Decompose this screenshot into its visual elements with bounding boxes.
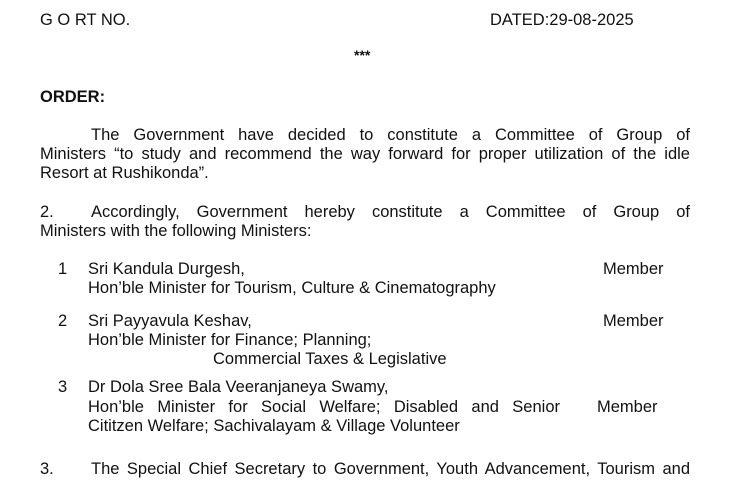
paragraph-1-line-3: Resort at Rushikonda”. <box>40 164 209 182</box>
member-role: Member <box>603 312 664 330</box>
member-index: 3 <box>58 378 68 396</box>
member-portfolio: Hon’ble Minister for Social Welfare; Disabled and Senior <box>88 398 560 416</box>
member-portfolio-continued: Commercial Taxes & Legislative <box>213 350 447 368</box>
member-index: 1 <box>58 260 68 278</box>
member-portfolio: Hon’ble Minister for Finance; Planning; <box>88 331 372 349</box>
paragraph-3-line-1: The Special Chief Secretary to Government, Youth Advancement, Tourism and <box>91 460 690 478</box>
member-index: 2 <box>58 312 68 330</box>
member-name: Sri Payyavula Keshav, <box>88 312 252 330</box>
member-role: Member <box>603 260 664 278</box>
member-role: Member <box>597 398 658 416</box>
paragraph-1-line-1: The Government have decided to constitute a Committee of Group of <box>91 126 690 144</box>
member-portfolio-continued: Cititzen Welfare; Sachivalayam & Village Volunteer <box>88 417 460 435</box>
paragraph-2-line-1: Accordingly, Government hereby constitute a Committee of Group of <box>91 203 690 221</box>
separator-stars: *** <box>354 47 371 63</box>
member-portfolio: Hon’ble Minister for Tourism, Culture & Cinematography <box>88 279 496 297</box>
paragraph-3-number: 3. <box>40 460 54 478</box>
order-date: DATED:29-08-2025 <box>490 11 634 29</box>
paragraph-2-line-2: Ministers with the following Ministers: <box>40 222 312 240</box>
member-name: Dr Dola Sree Bala Veeranjaneya Swamy, <box>88 378 389 396</box>
go-number: G O RT NO. <box>40 11 131 29</box>
order-heading: ORDER: <box>40 88 106 106</box>
paragraph-2-number: 2. <box>40 203 54 221</box>
paragraph-1-line-2: Ministers “to study and recommend the way forward for proper utilization of the idle <box>40 145 690 163</box>
member-name: Sri Kandula Durgesh, <box>88 260 245 278</box>
